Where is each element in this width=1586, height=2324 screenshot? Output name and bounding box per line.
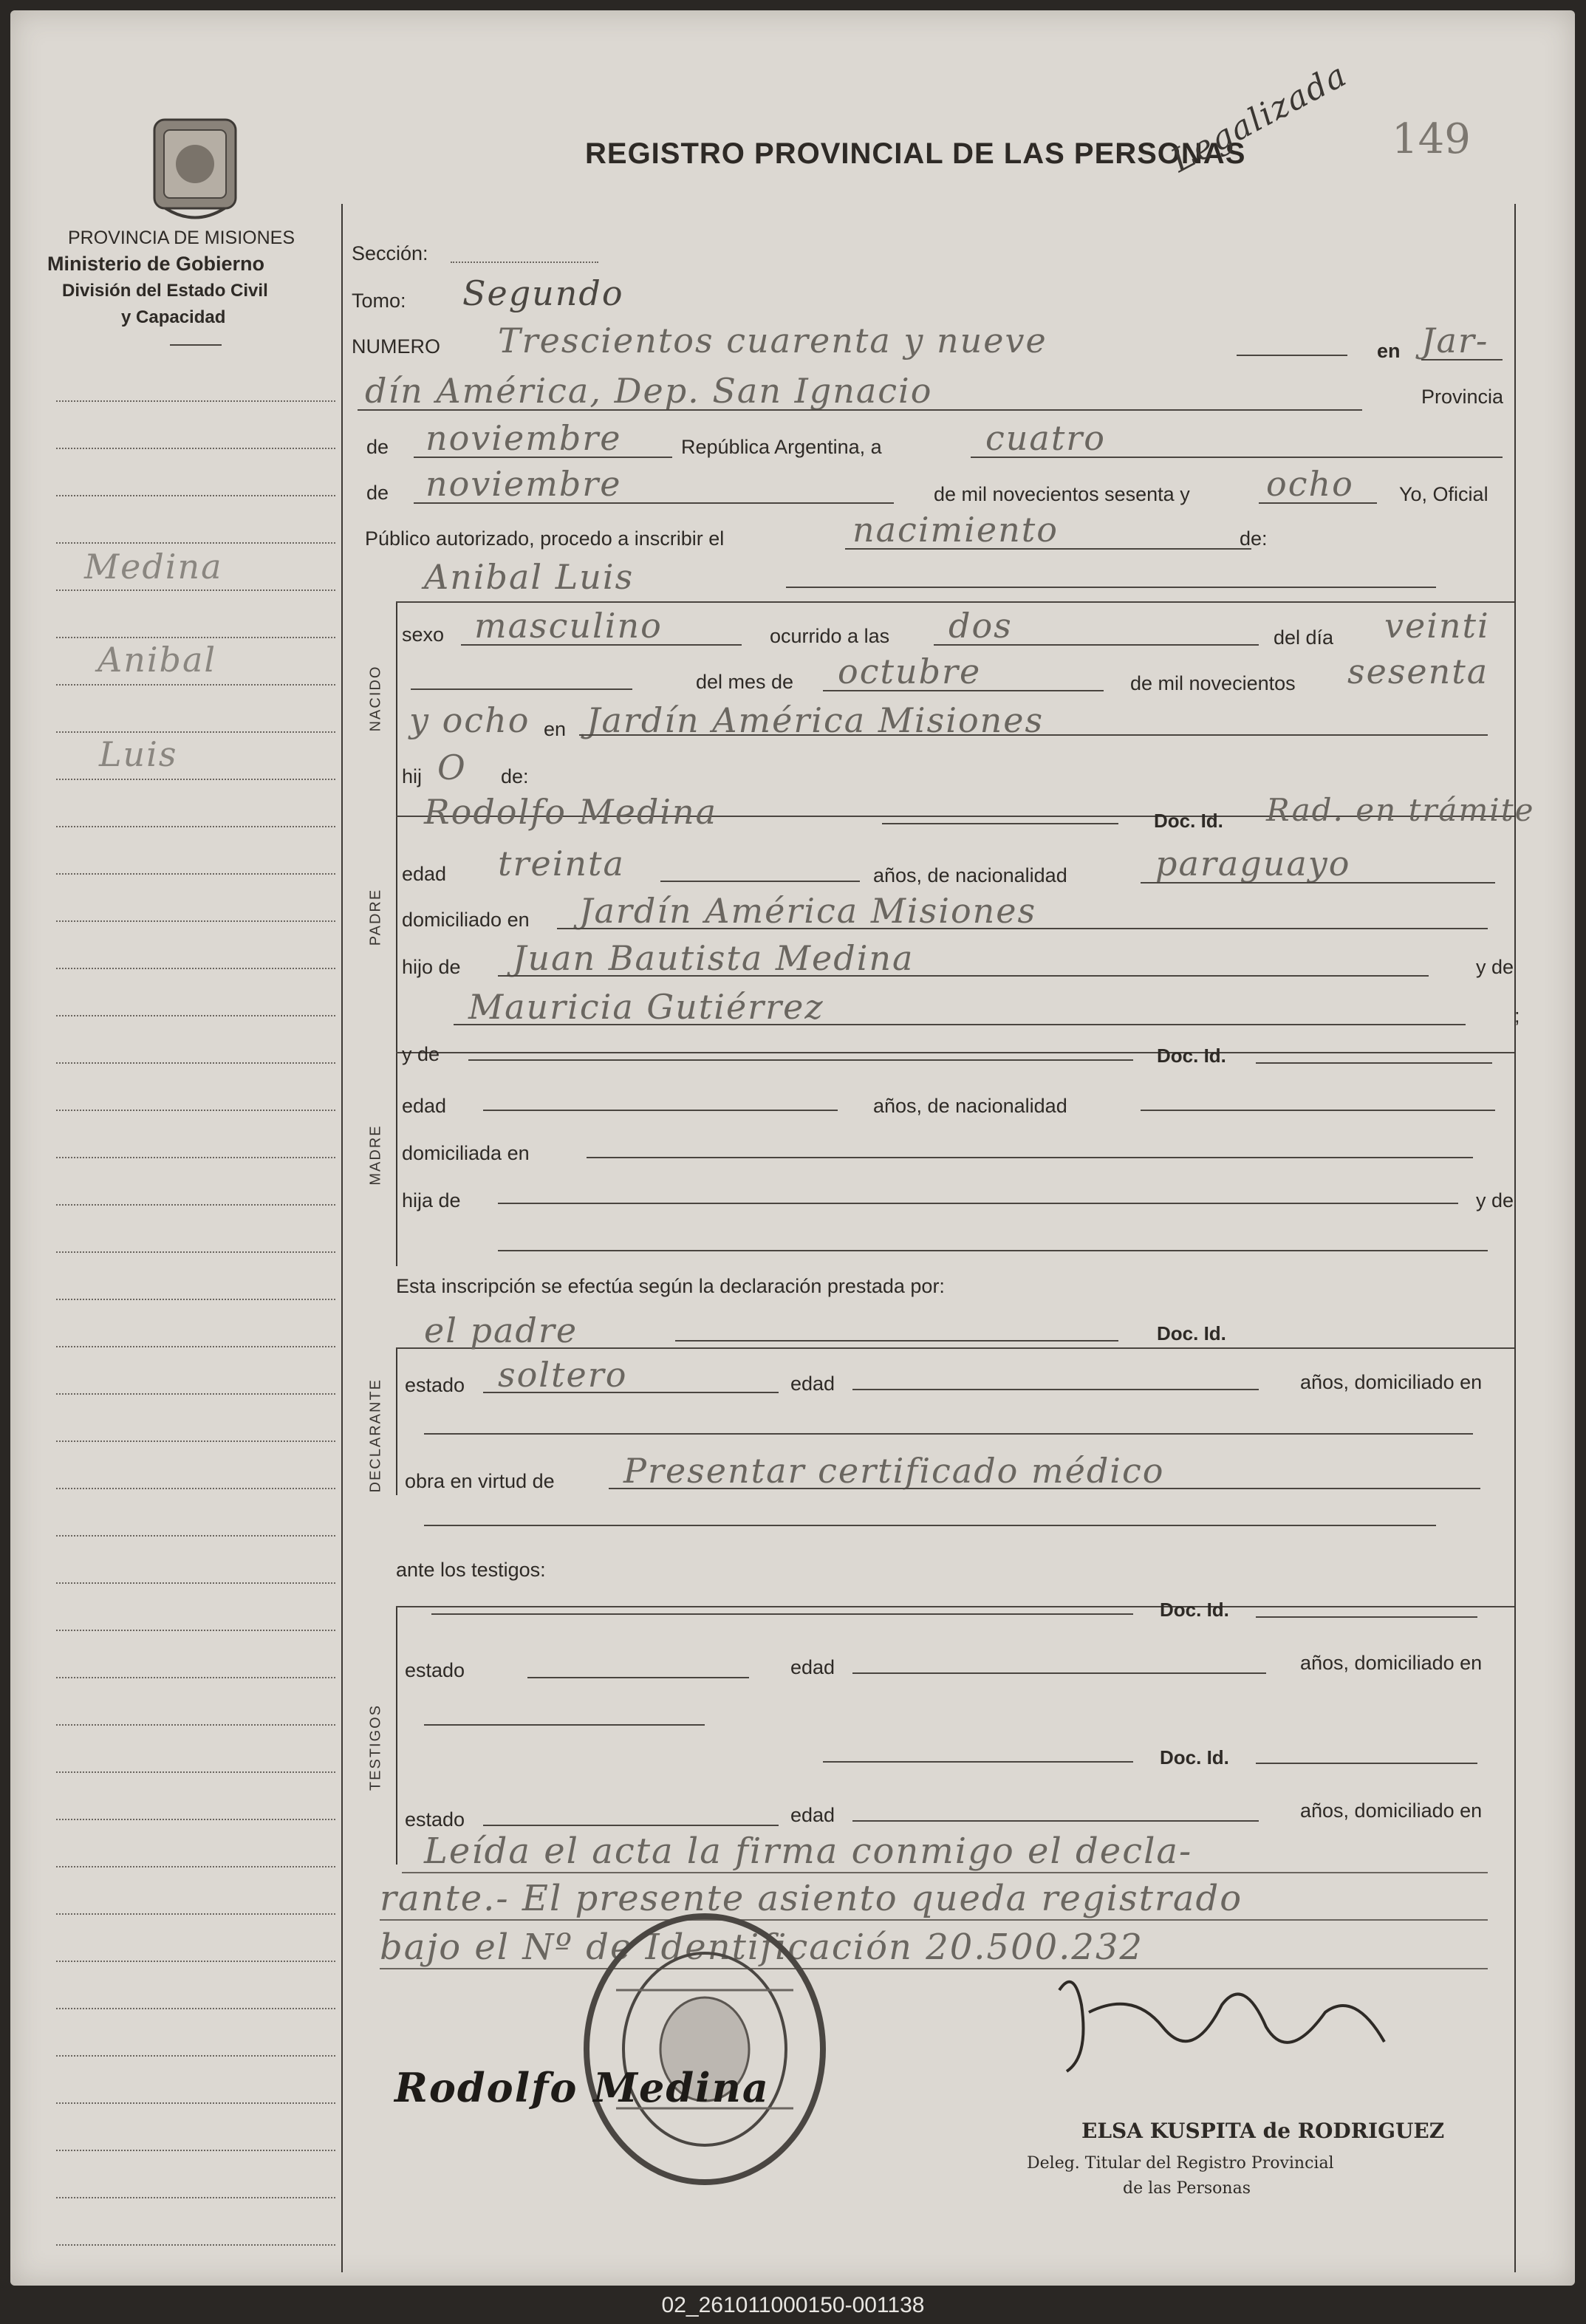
value-mes-a: noviembre: [425, 418, 622, 458]
sidebar-rule-line: [56, 1582, 335, 1584]
declarante-bracket: [396, 1347, 397, 1495]
madre-edad-line: [483, 1110, 838, 1111]
t2-edad-line: [852, 1820, 1259, 1822]
t2-estado-line: [483, 1825, 779, 1826]
sidebar-ministry: Ministerio de Gobierno: [47, 253, 265, 275]
sidebar-rule: [170, 344, 222, 346]
label-doc-id-testigo2: Doc. Id.: [1160, 1746, 1229, 1768]
value-padre-dom: Jardín América Misiones: [579, 891, 1037, 931]
label-de-2: de: [366, 482, 389, 504]
section-padre: PADRE: [367, 888, 384, 946]
testigos-top: [396, 1606, 1514, 1607]
value-anio: ocho: [1266, 464, 1354, 504]
section-madre: MADRE: [367, 1124, 384, 1186]
sidebar-rule-line: [56, 1961, 335, 1962]
official-title-1: Deleg. Titular del Registro Provincial: [1027, 2154, 1334, 2173]
numero-line: [1237, 355, 1347, 356]
label-ocurrido: ocurrido a las: [770, 625, 890, 647]
decl-estado-line: [483, 1392, 779, 1393]
sidebar-rule-line: [56, 731, 335, 733]
decl-edad-line: [852, 1389, 1259, 1390]
padre-bracket: [396, 816, 397, 1052]
page-number: 149: [1392, 115, 1471, 163]
value-dia-a: veinti: [1384, 606, 1490, 646]
image-id-label: 02_261011000150-001138: [661, 2293, 925, 2317]
label-edad-padre: edad: [402, 863, 447, 885]
t1-edad-line: [852, 1672, 1266, 1674]
sidebar-rule-line: [56, 1393, 335, 1395]
testigo2-line: [823, 1761, 1133, 1763]
value-anio-nac-a: sesenta: [1347, 652, 1489, 691]
margin-note-middle-name: Luis: [99, 734, 178, 774]
label-seccion: Sección:: [352, 242, 428, 264]
label-numero: NUMERO: [352, 335, 440, 358]
label-en: en: [1377, 340, 1401, 362]
sidebar-rule-line: [56, 589, 335, 591]
label-tomo: Tomo:: [352, 290, 406, 312]
label-y-de-hija: y de: [1476, 1189, 1514, 1211]
label-de-mil-novecientos: de mil novecientos: [1130, 672, 1296, 694]
sidebar-rule-line: [56, 873, 335, 875]
right-border: [1514, 204, 1516, 2272]
lugar-a-line: [1421, 359, 1503, 360]
padre-line: [882, 823, 1118, 824]
label-y-de: y de: [1476, 956, 1514, 978]
value-lugar-b: dín América, Dep. San Ignacio: [365, 371, 933, 411]
sidebar-rule-line: [56, 920, 335, 922]
testigo2-doc-line: [1256, 1763, 1477, 1764]
sidebar-rule-line: [56, 1913, 335, 1915]
sidebar-rule-line: [56, 2150, 335, 2151]
sidebar-rule-line: [56, 1346, 335, 1347]
value-lugar-a: Jar-: [1421, 321, 1489, 360]
label-yo-oficial: Yo, Oficial: [1399, 483, 1488, 505]
label-doc-id-madre: Doc. Id.: [1157, 1045, 1226, 1067]
sidebar-rule-line: [56, 1157, 335, 1158]
margin-note-surname: Medina: [84, 547, 223, 587]
label-estado-t2: estado: [405, 1808, 465, 1831]
section-nacido: NACIDO: [367, 665, 384, 732]
padre-edad-line: [660, 881, 860, 882]
nacido-top: [396, 601, 1514, 603]
value-abuela: Mauricia Gutiérrez: [468, 987, 824, 1027]
value-tomo: Segundo: [462, 273, 624, 313]
seccion-line: [451, 262, 598, 263]
value-mes-b: noviembre: [425, 464, 622, 504]
value-nombre: Anibal Luis: [424, 557, 635, 597]
sidebar-rule-line: [56, 2055, 335, 2057]
label-anos-dom-t1: años, domiciliado en: [1300, 1652, 1483, 1674]
madre-line: [468, 1059, 1133, 1061]
note-line-2-rule: [380, 1919, 1488, 1921]
sidebar-rule-line: [56, 1204, 335, 1206]
sidebar-rule-line: [56, 2197, 335, 2198]
t1-estado-line: [527, 1677, 749, 1678]
label-mil-novecientos: de mil novecientos sesenta y: [934, 483, 1190, 505]
testigo1-doc-line: [1256, 1616, 1477, 1618]
sidebar-rule-line: [56, 1110, 335, 1111]
sidebar-rule-line: [56, 1819, 335, 1820]
label-anos-dom-decl: años, domiciliado en: [1300, 1371, 1483, 1393]
sidebar-rule-line: [56, 1488, 335, 1489]
label-doc-id-declarante: Doc. Id.: [1157, 1322, 1226, 1344]
t1-dom-line: [424, 1724, 705, 1726]
section-testigos: TESTIGOS: [367, 1703, 384, 1791]
padre-dom-line: [557, 928, 1488, 929]
madre-bracket: [396, 1052, 397, 1266]
register-page: [10, 10, 1575, 2286]
label-edad-t1: edad: [790, 1656, 835, 1678]
nacido-bracket: [396, 601, 397, 816]
abuelo-line: [498, 975, 1429, 977]
label-y-de-madre: y de: [402, 1043, 440, 1065]
note-line-3: bajo el Nº de Identificación 20.500.232: [380, 1927, 1144, 1968]
testigo1-line: [431, 1613, 1133, 1615]
note-line-1: Leída el acta la firma conmigo el decla-: [424, 1831, 1193, 1872]
sidebar-rule-line: [56, 400, 335, 402]
dia-b-line: [411, 688, 632, 690]
madre-dom-line: [587, 1157, 1473, 1158]
label-anos-dom-t2: años, domiciliado en: [1300, 1800, 1483, 1822]
sidebar-rule-line: [56, 1724, 335, 1726]
value-lugar-nac: Jardín América Misiones: [587, 700, 1045, 740]
signature-declarant: Rodolfo Medina: [394, 2064, 770, 2111]
sidebar-rule-line: [56, 1677, 335, 1678]
acto-line: [845, 548, 1251, 550]
label-hij: hij: [402, 765, 423, 787]
label-doc-id-padre: Doc. Id.: [1154, 810, 1223, 832]
sidebar-rule-line: [56, 448, 335, 449]
label-del-dia: del día: [1274, 626, 1334, 649]
decl-dom-line: [424, 1433, 1473, 1435]
sidebar-rule-line: [56, 542, 335, 544]
nombre-line: [786, 587, 1436, 588]
note-line-1-rule: [402, 1872, 1488, 1873]
lugar-b-line: [358, 409, 1362, 411]
value-padre-nac: paraguayo: [1155, 844, 1351, 884]
sidebar-rule-line: [56, 1299, 335, 1300]
sexo-line: [461, 644, 742, 646]
margin-note-first-name: Anibal: [98, 640, 217, 680]
label-provincia: Provincia: [1421, 386, 1504, 408]
abuela-line: [454, 1024, 1466, 1025]
sidebar-rule-line: [56, 495, 335, 496]
sidebar-rule-line: [56, 1062, 335, 1064]
value-anio-nac-b: y ocho: [409, 700, 530, 740]
sidebar-rule-line: [56, 2008, 335, 2009]
official-title-2: de las Personas: [1123, 2179, 1251, 2198]
madre-extra-line: [498, 1250, 1488, 1251]
label-anos-nac-madre: años, de nacionalidad: [873, 1095, 1067, 1117]
label-estado-decl: estado: [405, 1374, 465, 1396]
lugar-nac-line: [579, 734, 1488, 736]
label-sexo: sexo: [402, 623, 445, 646]
mes-a-line: [414, 457, 672, 458]
value-mes-nac: octubre: [838, 652, 982, 691]
sidebar-rule-line: [56, 2102, 335, 2104]
sidebar-rule-line: [56, 1015, 335, 1016]
value-decl-estado: soltero: [498, 1355, 628, 1395]
value-padre: Rodolfo Medina: [424, 792, 718, 832]
official-name: ELSA KUSPITA de RODRIGUEZ: [1081, 2119, 1445, 2143]
mes-nac-line: [823, 690, 1104, 691]
sidebar-rule-line: [56, 1630, 335, 1631]
value-hora: dos: [948, 606, 1013, 646]
sidebar-rule-line: [56, 779, 335, 780]
mes-b-line: [414, 502, 894, 504]
label-ante-testigos: ante los testigos:: [396, 1559, 546, 1581]
label-domiciliado-padre: domiciliado en: [402, 909, 530, 931]
corner-annotation: Legalizada: [1165, 55, 1354, 180]
value-numero: Trescientos cuarenta y nueve: [498, 321, 1047, 360]
value-acto: nacimiento: [852, 510, 1059, 550]
dia-line: [971, 457, 1503, 458]
label-edad-decl: edad: [790, 1373, 835, 1395]
value-declarante: el padre: [424, 1310, 578, 1350]
madre-doc-line: [1256, 1062, 1492, 1064]
label-edad-madre: edad: [402, 1095, 447, 1117]
label-anos-nac-padre: años, de nacionalidad: [873, 864, 1067, 886]
sidebar-rule-line: [56, 968, 335, 969]
madre-hija-line: [498, 1203, 1458, 1204]
value-dia: cuatro: [985, 418, 1106, 458]
label-edad-t2: edad: [790, 1804, 835, 1826]
label-del-mes: del mes de: [696, 671, 794, 693]
label-semicolon: ;: [1514, 1005, 1520, 1027]
testigos-bracket: [396, 1606, 397, 1865]
sidebar-rule-line: [56, 1251, 335, 1253]
value-padre-doc: Rad. en trámite: [1266, 792, 1535, 828]
label-inscripcion: Esta inscripción se efectúa según la declaración prestada por:: [396, 1275, 945, 1297]
value-padre-edad: treinta: [498, 844, 625, 884]
province-crest-icon: [143, 105, 247, 230]
label-hijo-de: hijo de: [402, 956, 461, 978]
sidebar-rule-line: [56, 684, 335, 686]
obra-line: [609, 1488, 1480, 1489]
value-sexo: masculino: [474, 606, 663, 646]
sidebar-capacity: y Capacidad: [121, 307, 226, 327]
label-de-colon2: de:: [501, 765, 529, 787]
note-line-2: rante.- El presente asiento queda registrado: [380, 1878, 1243, 1919]
anio-line: [1259, 502, 1377, 504]
official-signature-icon: [1045, 1961, 1429, 2094]
madre-nac-line: [1141, 1110, 1495, 1111]
label-doc-id-testigo1: Doc. Id.: [1160, 1599, 1229, 1621]
label-en-lugar: en: [544, 718, 567, 740]
sidebar-rule-line: [56, 1440, 335, 1442]
hora-line: [934, 644, 1259, 646]
madre-top: [396, 1052, 1514, 1053]
declarante-line: [675, 1340, 1118, 1342]
label-hija-de: hija de: [402, 1189, 461, 1211]
label-de-colon: de:: [1240, 527, 1268, 550]
sidebar-rule-line: [56, 1866, 335, 1867]
sidebar-rule-line: [56, 637, 335, 638]
value-hij-suffix: O: [437, 748, 467, 787]
page-title: REGISTRO PROVINCIAL DE LAS PERSONAS: [585, 137, 1246, 170]
official-stamp-icon: [572, 1901, 838, 2197]
value-abuelo: Juan Bautista Medina: [513, 938, 915, 978]
sidebar-rule-line: [56, 1535, 335, 1537]
sidebar-rule-line: [56, 1771, 335, 1773]
label-republica: República Argentina, a: [681, 436, 882, 458]
label-de-1: de: [366, 436, 389, 458]
label-publico: Público autorizado, procedo a inscribir el: [365, 527, 725, 550]
sidebar-division: División del Estado Civil: [62, 281, 268, 301]
value-obra: Presentar certificado médico: [623, 1451, 1165, 1491]
sidebar-rule-line: [56, 2244, 335, 2246]
main-divider: [341, 204, 343, 2272]
sidebar-province: PROVINCIA DE MISIONES: [68, 228, 295, 248]
obra-extra-line: [424, 1525, 1436, 1526]
label-domiciliada: domiciliada en: [402, 1142, 530, 1164]
label-estado-t1: estado: [405, 1659, 465, 1681]
padre-nac-line: [1141, 882, 1495, 884]
sidebar-rule-line: [56, 826, 335, 827]
label-obra: obra en virtud de: [405, 1470, 555, 1492]
section-declarante: DECLARANTE: [367, 1378, 384, 1493]
